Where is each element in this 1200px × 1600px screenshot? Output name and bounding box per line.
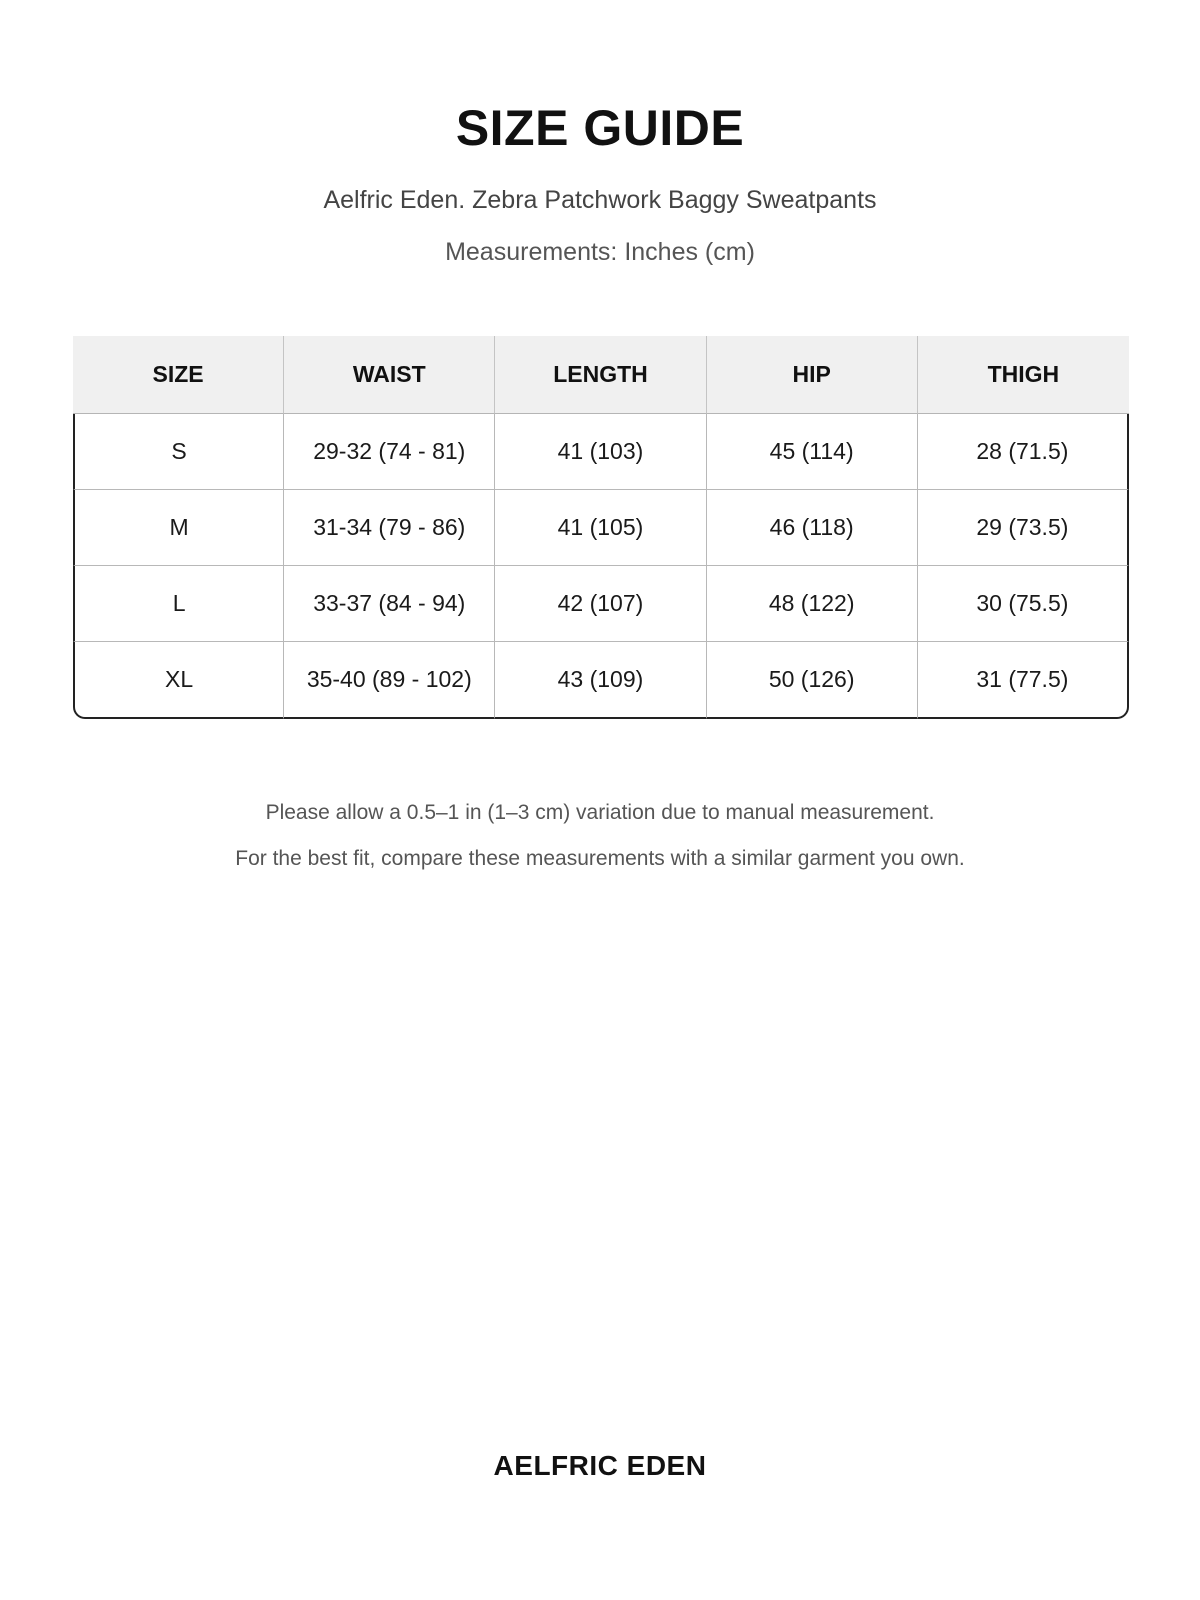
- cell-size: M: [73, 490, 284, 566]
- cell-size: XL: [73, 642, 284, 719]
- table-header-row: [73, 336, 1129, 414]
- cell-hip: 50 (126): [707, 642, 918, 719]
- cell-hip: 46 (118): [707, 490, 918, 566]
- cell-length: 41 (103): [495, 414, 706, 490]
- cell-waist: 33-37 (84 - 94): [284, 566, 495, 642]
- column-header-length: LENGTH: [495, 336, 706, 414]
- cell-hip: 45 (114): [707, 414, 918, 490]
- cell-waist: 29-32 (74 - 81): [284, 414, 495, 490]
- cell-thigh: 29 (73.5): [918, 490, 1129, 566]
- cell-thigh: 30 (75.5): [918, 566, 1129, 642]
- column-header-hip: HIP: [707, 336, 918, 414]
- column-header-thigh: THIGH: [918, 336, 1129, 414]
- cell-hip: 48 (122): [707, 566, 918, 642]
- cell-thigh: 28 (71.5): [918, 414, 1129, 490]
- size-table: [73, 336, 1129, 719]
- cell-length: 42 (107): [495, 566, 706, 642]
- product-name: Aelfric Eden. Zebra Patchwork Baggy Sweatpants: [323, 186, 877, 214]
- column-header-size: SIZE: [73, 336, 284, 414]
- table-row: [73, 414, 1129, 490]
- table-row: [73, 642, 1129, 719]
- measurement-variation-note: Please allow a 0.5–1 in (1–3 cm) variation due to manual measurement.: [265, 801, 935, 824]
- cell-size: L: [73, 566, 284, 642]
- cell-waist: 31-34 (79 - 86): [284, 490, 495, 566]
- page-title: SIZE GUIDE: [455, 100, 745, 156]
- size-table-container: [73, 336, 1129, 719]
- cell-waist: 35-40 (89 - 102): [284, 642, 495, 719]
- table-row: [73, 490, 1129, 566]
- cell-thigh: 31 (77.5): [918, 642, 1129, 719]
- column-header-waist: WAIST: [284, 336, 495, 414]
- cell-length: 41 (105): [495, 490, 706, 566]
- measurement-units: Measurements: Inches (cm): [445, 238, 755, 266]
- best-fit-note: For the best fit, compare these measurements with a similar garment you own.: [235, 847, 965, 870]
- cell-size: S: [73, 414, 284, 490]
- table-row: [73, 566, 1129, 642]
- cell-length: 43 (109): [495, 642, 706, 719]
- brand-logo-text: AELFRIC EDEN: [493, 1450, 707, 1481]
